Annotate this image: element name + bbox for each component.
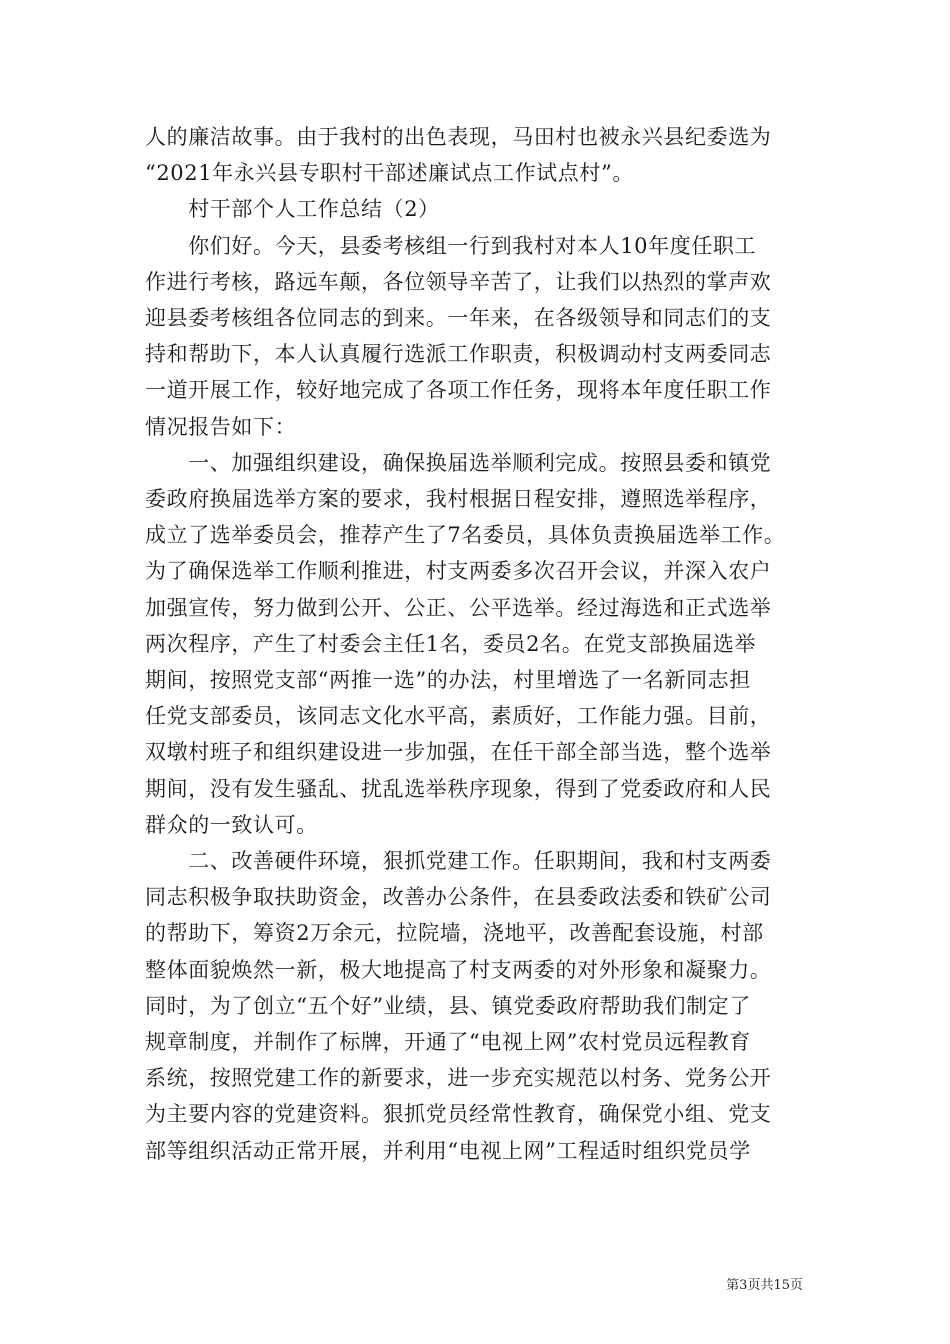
text-line: 两次程序，产生了村委会主任1名，委员2名。在党支部换届选举: [145, 631, 757, 656]
text-line: 期间，按照党支部“两推一选”的办法，村里增选了一名新同志担: [145, 668, 751, 692]
text-line: 双墩村班子和组织建设进一步加强，在任干部全部当选，整个选举: [145, 740, 772, 765]
text-line: 你们好。今天，县委考核组一行到我村对本人10年度任职工: [145, 233, 757, 258]
text-line: 迎县委考核组各位同志的到来。一年来，在各级领导和同志们的支: [145, 306, 772, 330]
text-line: 人的廉洁故事。由于我村的出色表现，马田村也被永兴县纪委选为: [145, 125, 772, 149]
text-line: 同时，为了创立“五个好”业绩，县、镇党委政府帮助我们制定了: [145, 993, 751, 1018]
text-line: 部等组织活动正常开展，并利用“电视上网”工程适时组织党员学: [145, 1138, 751, 1163]
text-line: 情况报告如下：: [145, 414, 297, 439]
text-line: 任党支部委员，该同志文化水平高，素质好，工作能力强。目前，: [145, 704, 772, 729]
text-line: 二、改善硬件环境，狠抓党建工作。任职期间，我和村支两委: [145, 849, 772, 873]
text-line: 作进行考核，路远车颠，各位领导辛苦了，让我们以热烈的掌声欢: [145, 269, 772, 294]
text-line: 一道开展工作，较好地完成了各项工作任务，现将本年度任职工作: [145, 378, 772, 403]
text-line: 系统，按照党建工作的新要求，进一步充实规范以村务、党务公开: [145, 1066, 772, 1091]
text-line: 期间，没有发生骚乱、扰乱选举秩序现象，得到了党委政府和人民: [145, 776, 772, 801]
text-line: 整体面貌焕然一新，极大地提高了村支两委的对外形象和凝聚力。: [145, 957, 772, 982]
text-line: 规章制度，并制作了标牌，开通了“电视上网”农村党员远程教育: [145, 1030, 751, 1054]
text-line: 的帮助下，筹资2万余元，拉院墙，浇地平，改善配套设施，村部: [145, 921, 764, 946]
text-line: 村干部个人工作总结（2）: [145, 197, 440, 222]
text-line: 委政府换届选举方案的要求，我村根据日程安排，遵照选举程序，: [145, 487, 772, 511]
text-line: 同志积极争取扶助资金，改善办公条件，在县委政法委和铁矿公司: [145, 885, 772, 910]
text-line: 群众的一致认可。: [145, 812, 318, 837]
text-line: 一、加强组织建设，确保换届选举顺利完成。按照县委和镇党: [145, 450, 772, 475]
text-line: 加强宣传，努力做到公开、公正、公平选举。经过海选和正式选举: [145, 595, 772, 620]
text-line: 为主要内容的党建资料。狠抓党员经常性教育，确保党小组、党支: [145, 1102, 772, 1127]
text-line: 成立了选举委员会，推荐产生了7名委员，具体负责换届选举工作。: [145, 523, 786, 548]
text-line: 持和帮助下，本人认真履行选派工作职责，积极调动村支两委同志: [145, 342, 772, 367]
text-line: 为了确保选举工作顺利推进，村支两委多次召开会议，并深入农户: [145, 559, 772, 584]
page-number: 第3页共15页: [726, 1278, 803, 1293]
text-line: “2021年永兴县专职村干部述廉试点工作试点村”。: [145, 161, 634, 186]
